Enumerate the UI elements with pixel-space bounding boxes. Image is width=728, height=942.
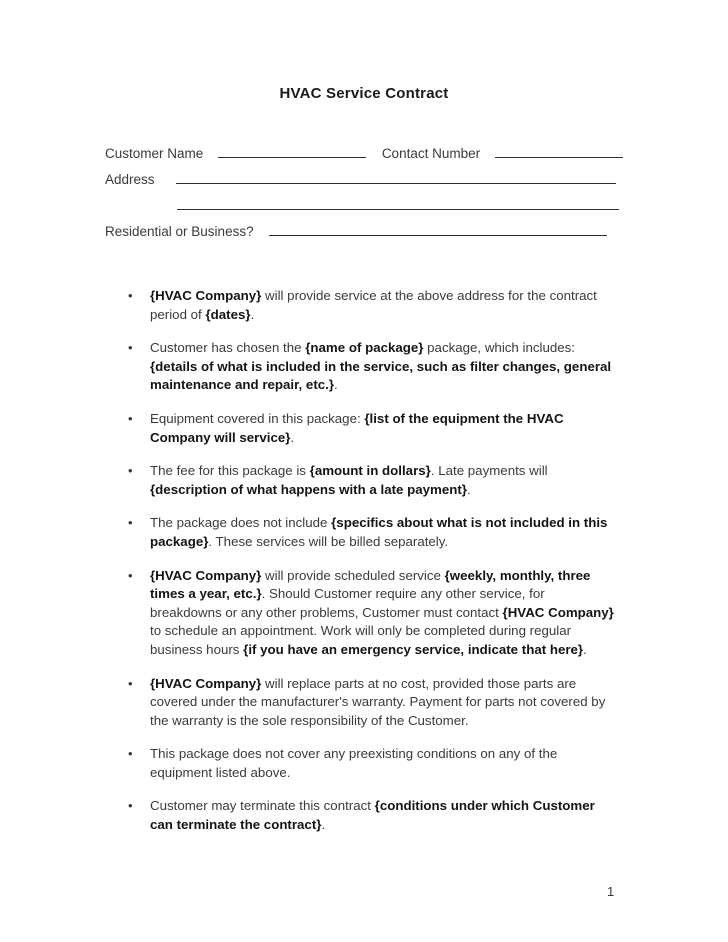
clause-placeholder-text: {details of what is included in the service, such as filter changes, general maintenance and repair, etc.} bbox=[150, 358, 612, 393]
clause-termination bbox=[126, 797, 618, 834]
clause-text: . bbox=[250, 306, 255, 322]
clause-placeholder-text: {HVAC Company} bbox=[150, 288, 262, 303]
clause-text: . Late payments will bbox=[430, 463, 548, 479]
clause-fee-late-payment bbox=[126, 462, 618, 499]
page-title: HVAC Service Contract bbox=[279, 85, 449, 102]
clause-text: . bbox=[290, 429, 295, 445]
clause-text: Customer has chosen the bbox=[150, 340, 306, 356]
address-line1-input[interactable] bbox=[176, 170, 616, 184]
clause-placeholder-text: {if you have an emergency service, indicate that here} bbox=[243, 641, 584, 657]
clause-placeholder-text: {HVAC Company} bbox=[150, 567, 262, 583]
clause-text: The fee for this package is bbox=[150, 463, 310, 479]
contact-number-label: Contact Number bbox=[381, 146, 481, 161]
clause-placeholder-text: {dates} bbox=[205, 306, 251, 322]
clause-scheduled-service bbox=[126, 567, 618, 660]
clause-text: . Should Customer require any other service, for breakdowns or any other problems, Customer must contact bbox=[150, 586, 545, 620]
residential-or-business-label: Residential or Business? bbox=[105, 224, 254, 239]
form-row-address-line2 bbox=[105, 196, 615, 222]
form-row-address bbox=[105, 170, 615, 196]
clause-equipment-covered bbox=[126, 410, 618, 447]
clause-text: . bbox=[466, 481, 471, 497]
customer-name-label: Customer Name bbox=[105, 146, 204, 161]
clause-text: . bbox=[334, 377, 338, 393]
clause-text: . These services will be billed separately. bbox=[208, 533, 449, 549]
clause-text: . bbox=[583, 641, 587, 657]
clause-text: This package does not cover any preexisting conditions on any of the equipment listed above. bbox=[150, 746, 558, 780]
clause-service-address bbox=[126, 287, 618, 324]
clause-placeholder-text: {name of package} bbox=[305, 340, 424, 356]
contract-clause-list bbox=[126, 287, 618, 850]
clause-exclusions bbox=[126, 514, 618, 551]
clause-placeholder-text: {specifics about what is not included in this package} bbox=[150, 515, 608, 549]
clause-text: Equipment covered in this package: bbox=[150, 410, 365, 426]
residential-or-business-input[interactable] bbox=[269, 222, 607, 236]
clause-parts-warranty bbox=[126, 675, 618, 731]
customer-info-form bbox=[105, 144, 615, 248]
form-row-residential-or-business bbox=[105, 222, 615, 248]
clause-text: Customer may terminate this contract bbox=[150, 798, 375, 814]
clause-placeholder-text: {amount in dollars} bbox=[309, 463, 431, 479]
clause-text: to schedule an appointment. Work will only be completed during regular business hours bbox=[150, 623, 572, 657]
clause-placeholder-text: {HVAC Company} bbox=[502, 604, 614, 620]
clause-placeholder-text: {HVAC Company} bbox=[150, 675, 262, 691]
page-number: 1 bbox=[607, 884, 615, 899]
clause-placeholder-text: {list of the equipment the HVAC Company will service} bbox=[150, 410, 564, 445]
clause-placeholder-text: {conditions under which Customer can terminate the contract} bbox=[150, 798, 595, 833]
clause-placeholder-text: {weekly, monthly, three times a year, etc.} bbox=[150, 567, 591, 602]
customer-name-input[interactable] bbox=[218, 144, 366, 158]
clause-text: will provide service at the above address for the contract period of bbox=[150, 288, 597, 322]
clause-preexisting-conditions bbox=[126, 745, 618, 782]
contact-number-input[interactable] bbox=[495, 144, 623, 158]
clause-text: will replace parts at no cost, provided those parts are covered under the manufacturer's warranty. Payment for parts not covered by the warranty is the sole responsibility of the Customer. bbox=[150, 675, 606, 728]
clause-package-chosen bbox=[126, 339, 618, 395]
clause-text: The package does not include bbox=[150, 515, 332, 531]
address-line2-input[interactable] bbox=[177, 196, 619, 210]
form-row-customer-contact bbox=[105, 144, 615, 170]
clause-text: package, which includes: bbox=[423, 340, 575, 356]
clause-text: will provide scheduled service bbox=[261, 567, 445, 583]
clause-text: . bbox=[321, 817, 326, 833]
clause-placeholder-text: {description of what happens with a late payment} bbox=[150, 481, 467, 497]
address-label: Address bbox=[105, 172, 155, 187]
